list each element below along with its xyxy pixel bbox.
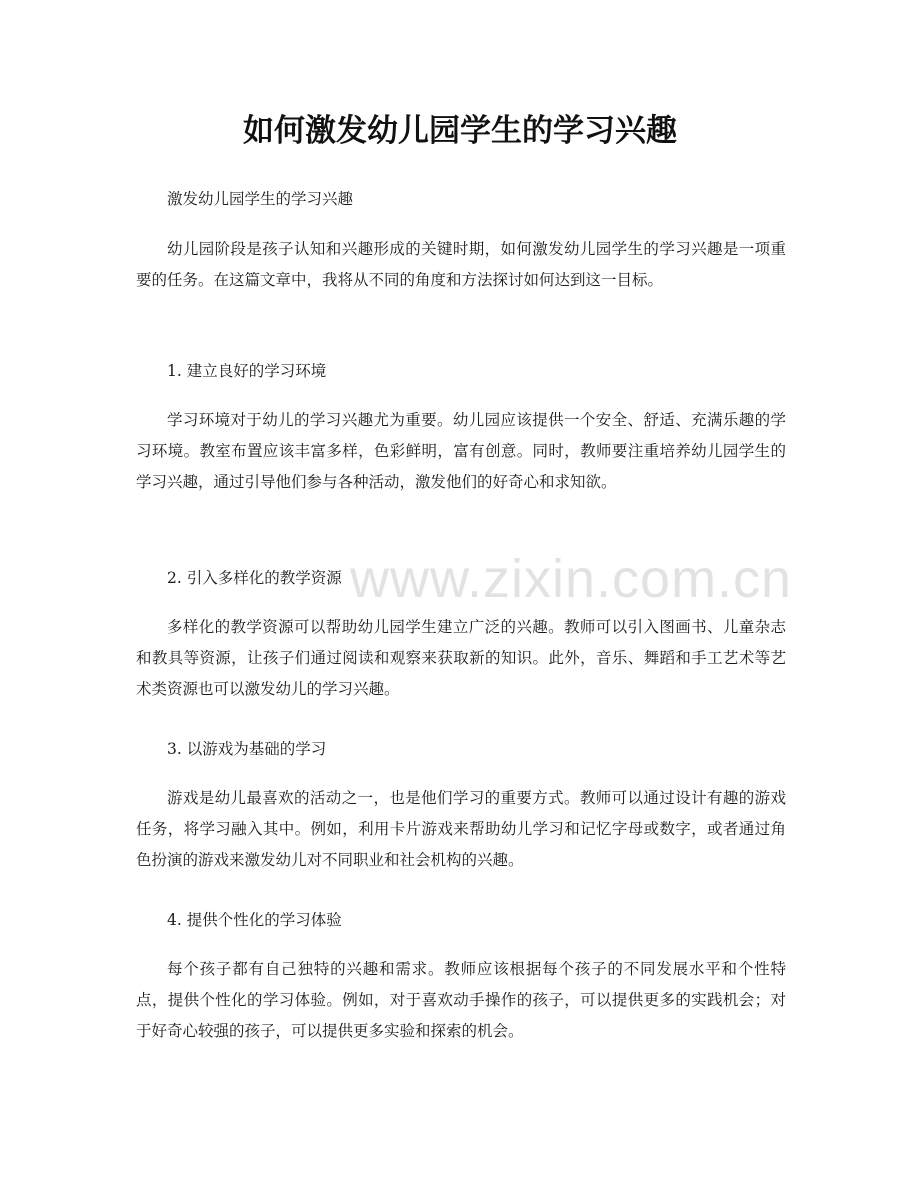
section-body-4: 每个孩子都有自己独特的兴趣和需求。教师应该根据每个孩子的不同发展水平和个性特点，提供个性化的学习体验。例如，对于喜欢动手操作的孩子，可以提供更多的实践机会；对于好奇心较强的孩子，可以提供更多实验和探索的机会。 <box>136 960 786 1040</box>
section-body-3: 游戏是幼儿最喜欢的活动之一，也是他们学习的重要方式。教师可以通过设计有趣的游戏任务，将学习融入其中。例如，利用卡片游戏来帮助幼儿学习和记忆字母或数字，或者通过角色扮演的游戏来激发幼儿对不同职业和社会机构的兴趣。 <box>136 789 786 869</box>
document-subtitle: 激发幼儿园学生的学习兴趣 <box>167 190 354 208</box>
section-heading-2: 2. 引入多样化的教学资源 <box>167 569 342 587</box>
section-body-1: 学习环境对于幼儿的学习兴趣尤为重要。幼儿园应该提供一个安全、舒适、充满乐趣的学习环境。教室布置应该丰富多样，色彩鲜明，富有创意。同时，教师要注重培养幼儿园学生的学习兴趣，通过引导他们参与各种活动，激发他们的好奇心和求知欲。 <box>136 411 786 491</box>
section-body-2: 多样化的教学资源可以帮助幼儿园学生建立广泛的兴趣。教师可以引入图画书、儿童杂志和教具等资源，让孩子们通过阅读和观察来获取新的知识。此外，音乐、舞蹈和手工艺术等艺术类资源也可以激发幼儿的学习兴趣。 <box>136 618 786 698</box>
document-title: 如何激发幼儿园学生的学习兴趣 <box>243 113 677 149</box>
section-heading-4: 4. 提供个性化的学习体验 <box>167 911 342 929</box>
watermark-text: www.zixin.com.cn <box>350 549 793 609</box>
intro-paragraph: 幼儿园阶段是孩子认知和兴趣形成的关键时期，如何激发幼儿园学生的学习兴趣是一项重要的任务。在这篇文章中，我将从不同的角度和方法探讨如何达到这一目标。 <box>136 240 786 289</box>
section-heading-1: 1. 建立良好的学习环境 <box>167 362 327 380</box>
section-heading-3: 3. 以游戏为基础的学习 <box>167 740 327 758</box>
